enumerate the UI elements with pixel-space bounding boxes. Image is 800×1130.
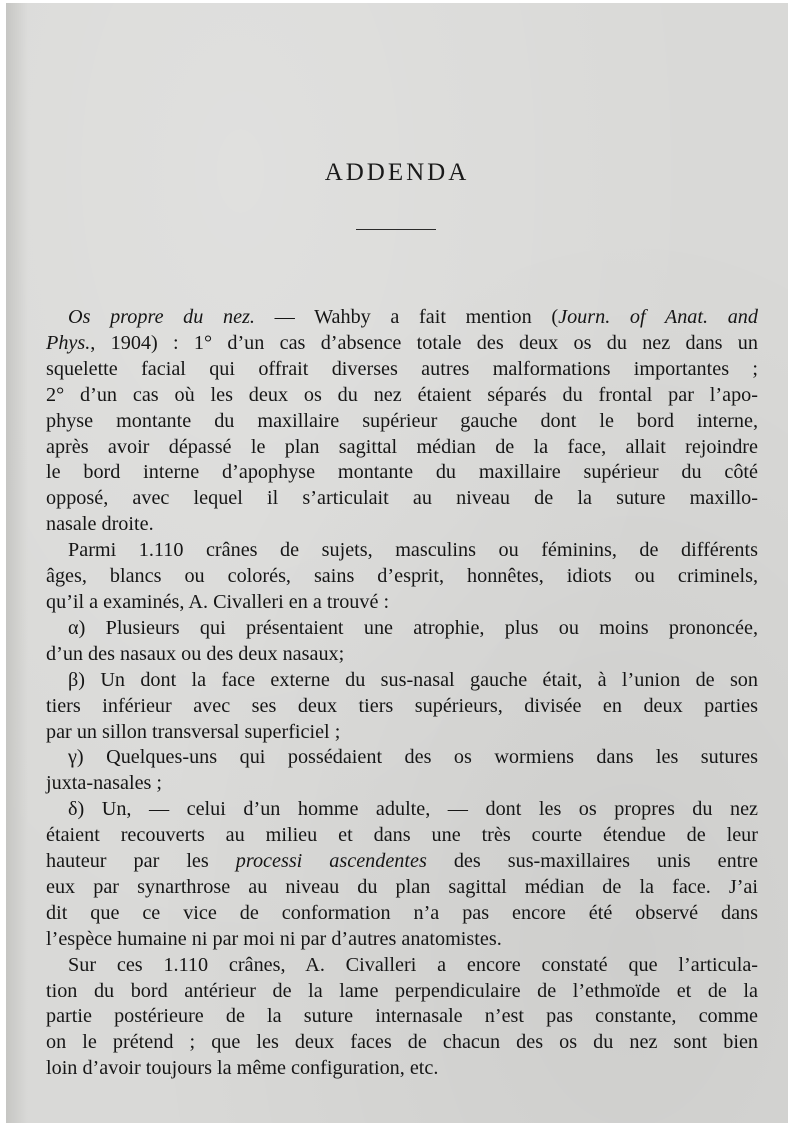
text-line: Parmi 1.110 crânes de sujets, masculins ou féminins, de différents [68,539,758,562]
text-line: 2° d’un cas où les deux os du nez étaient séparés du frontal par l’apo- [46,383,758,406]
text-line: partie postérieure de la suture internasale n’est pas constante, comme [46,1005,758,1028]
text-line: β) Un dont la face externe du sus-nasal gauche était, à l’union de son [68,668,758,691]
text-line: on le prétend ; que les deux faces de chacun des os du nez sont bien [46,1031,758,1054]
text-line: loin d’avoir toujours la même configuration, etc. [46,1057,439,1080]
text-line: par un sillon transversal superficiel ; [46,720,341,743]
text-line: âges, blancs ou colorés, sains d’esprit, honnêtes, idiots ou criminels, [46,565,758,588]
title-rule [356,229,436,230]
text-line: après avoir dépassé le plan sagittal médian de la face, allait rejoindre [46,435,758,458]
text-line: le bord interne d’apophyse montante du maxillaire supérieur du côté [46,461,758,484]
text-line: Phys., 1904) : 1° d’un cas d’absence totale des deux os du nez dans un [46,331,758,354]
text-line: l’espèce humaine ni par moi ni par d’autres anatomistes. [46,927,502,950]
text-line: squelette facial qui offrait diverses autres malformations importantes ; [46,357,758,380]
text-line: α) Plusieurs qui présentaient une atrophie, plus ou moins prononcée, [68,616,758,639]
text-line: qu’il a examinés, A. Civalleri en a trouvé : [46,590,390,613]
text-line: Sur ces 1.110 crânes, A. Civalleri a encore constaté que l’articula- [68,953,758,976]
text-line: tion du bord antérieur de la lame perpendiculaire de l’ethmoïde et de la [46,979,758,1002]
text-line: physe montante du maxillaire supérieur gauche dont le bord interne, [46,409,758,432]
text-line: d’un des nasaux ou des deux nasaux; [46,642,345,665]
text-line: nasale droite. [46,513,154,536]
text-line: Os propre du nez. — Wahby a fait mention (Journ. of Anat. and [68,306,758,328]
page-title: ADDENDA [324,159,470,186]
body-text [46,305,758,1082]
text-line: γ) Quelques-uns qui possédaient des os wormiens dans les sutures [68,746,758,769]
text-line: opposé, avec lequel il s’articulait au niveau de la suture maxillo- [46,487,758,510]
text-line: eux par synarthrose au niveau du plan sagittal médian de la face. J’ai [46,875,758,898]
text-line: tiers inférieur avec ses deux tiers supérieurs, divisée en deux parties [46,694,758,717]
text-line: hauteur par les processi ascendentes des sus-maxillaires unis entre [46,850,758,873]
scanned-page [6,3,788,1123]
text-line: juxta-nasales ; [46,772,163,795]
text-line: δ) Un, — celui d’un homme adulte, — dont les os propres du nez [68,798,758,821]
text-line: étaient recouverts au milieu et dans une très courte étendue de leur [46,824,758,847]
text-line: dit que ce vice de conformation n’a pas encore été observé dans [46,901,758,924]
